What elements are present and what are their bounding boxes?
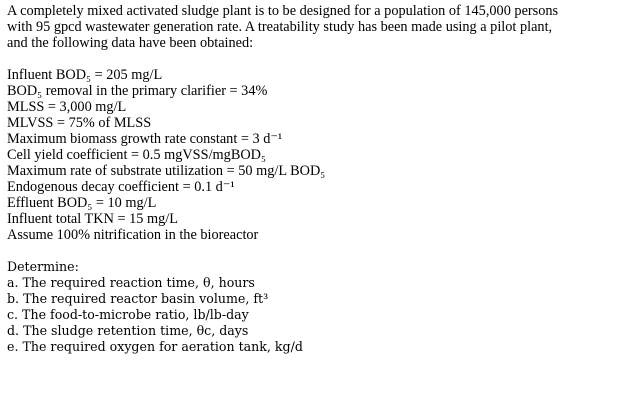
question-list	[7, 275, 613, 355]
data-item-mlvss: MLVSS = 75% of MLSS	[7, 115, 152, 131]
data-item-bod-removal: BOD₅ removal in the primary clarifier = 34%	[7, 83, 268, 99]
data-item-max-growth-rate: Maximum biomass growth rate constant = 3 d⁻¹	[7, 131, 283, 147]
intro-paragraph	[7, 3, 613, 51]
data-item-effluent-bod: Effluent BOD₅ = 10 mg/L	[7, 195, 157, 211]
intro-line-1: A completely mixed activated sludge plant is to be designed for a population of 145,000 persons	[7, 3, 559, 19]
question-e: e. The required oxygen for aeration tank, kg/d	[7, 339, 303, 354]
data-item-mlss: MLSS = 3,000 mg/L	[7, 99, 127, 115]
question-a: a. The required reaction time, θ, hours	[7, 275, 255, 290]
spacer	[7, 51, 613, 67]
data-item-max-substrate-rate: Maximum rate of substrate utilization = 50 mg/L BOD₅	[7, 163, 326, 179]
data-item-endogenous-decay: Endogenous decay coefficient = 0.1 d⁻¹	[7, 179, 235, 195]
spacer	[7, 243, 613, 259]
problem-statement	[7, 3, 613, 355]
intro-line-2: with 95 gpcd wastewater generation rate. A treatability study has been made using a pilot plant,	[7, 19, 553, 35]
data-item-influent-bod: Influent BOD₅ = 205 mg/L	[7, 67, 163, 83]
data-item-cell-yield: Cell yield coefficient = 0.5 mgVSS/mgBOD₅	[7, 147, 266, 163]
data-item-nitrification: Assume 100% nitrification in the bioreactor	[7, 227, 259, 243]
data-item-influent-tkn: Influent total TKN = 15 mg/L	[7, 211, 178, 227]
intro-line-3: and the following data have been obtained:	[7, 35, 254, 51]
question-c: c. The food-to-microbe ratio, lb/lb-day	[7, 307, 249, 322]
determine-label: Determine:	[7, 259, 79, 274]
question-b: b. The required reactor basin volume, ft³	[7, 291, 269, 306]
question-d: d. The sludge retention time, θc, days	[7, 323, 249, 338]
given-data-list	[7, 67, 613, 243]
